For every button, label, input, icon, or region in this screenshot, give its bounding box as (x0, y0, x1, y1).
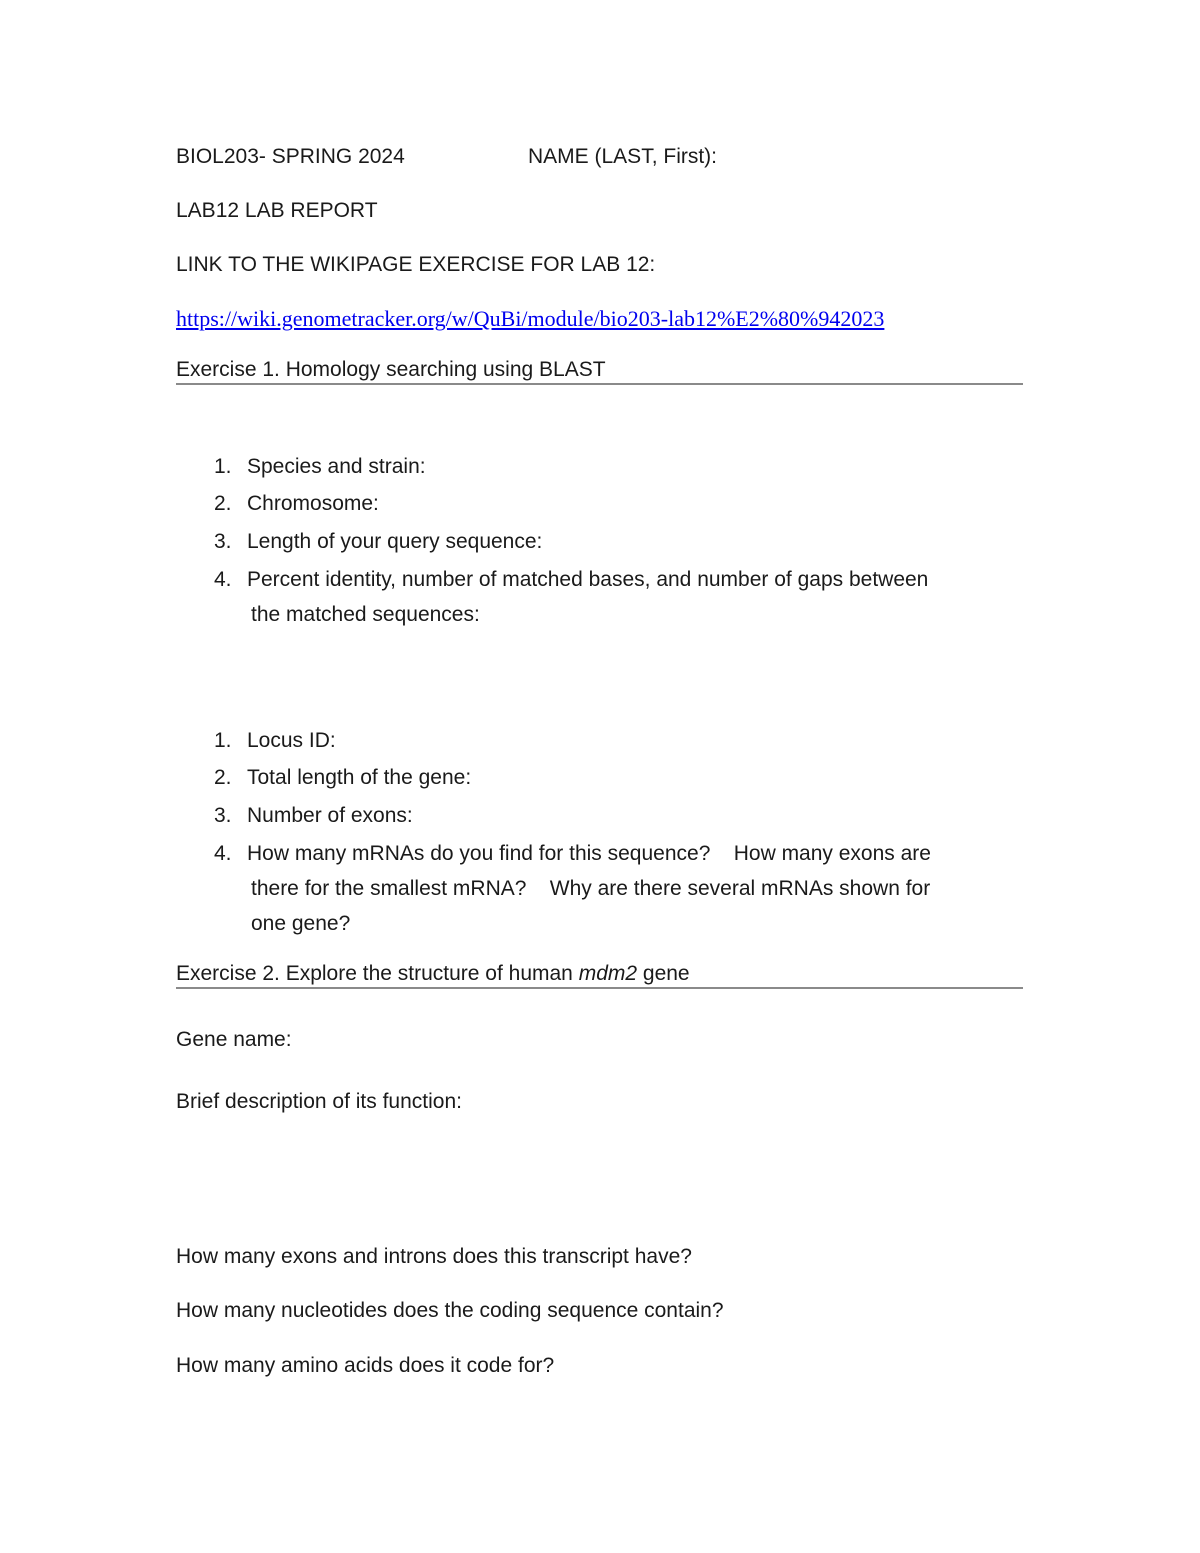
list-number: 4. (214, 568, 232, 591)
list-item (176, 798, 1017, 833)
list-number: 4. (214, 842, 232, 865)
course-label: BIOL203- SPRING 2024 (176, 145, 405, 168)
exercise1-list-2 (176, 723, 1017, 941)
exercise1-list-1 (176, 449, 1017, 632)
list-item-text-continued: there for the smallest mRNA? Why are there several mRNAs shown for (251, 877, 931, 900)
question-nucleotides: How many nucleotides does the coding sequence contain? (176, 1299, 724, 1322)
list-number: 2. (214, 492, 232, 515)
list-item-text: Total length of the gene: (247, 766, 472, 789)
question-amino-acids: How many amino acids does it code for? (176, 1354, 555, 1377)
exercise2-heading-prefix: Exercise 2. Explore the structure of human (176, 962, 579, 985)
list-item (176, 524, 1017, 559)
list-item-text-continued: one gene? (251, 912, 351, 935)
list-item-text: How many mRNAs do you find for this sequence? How many exons are (247, 842, 931, 865)
list-item-text: Locus ID: (247, 729, 336, 752)
list-number: 3. (214, 804, 232, 827)
list-item-text: Length of your query sequence: (247, 530, 543, 553)
list-number: 2. (214, 766, 232, 789)
list-number: 3. (214, 530, 232, 553)
link-intro: LINK TO THE WIKIPAGE EXERCISE FOR LAB 12: (176, 253, 656, 276)
exercise2-heading (176, 963, 1023, 989)
exercise1-heading (176, 359, 1023, 385)
list-item (176, 449, 1017, 484)
list-item (176, 486, 1017, 521)
exercise2-heading-gene: mdm2 (578, 962, 638, 985)
list-item-text-continued: the matched sequences: (251, 603, 480, 626)
list-item-text: Number of exons: (247, 804, 413, 827)
list-number: 1. (214, 729, 232, 752)
list-item (176, 723, 1017, 758)
list-item (176, 836, 1017, 941)
wiki-link[interactable]: https://wiki.genometracker.org/w/QuBi/module/bio203-lab12%E2%80%942023 (176, 306, 885, 331)
list-item (176, 562, 1017, 632)
gene-name-label: Gene name: (176, 1028, 292, 1051)
list-item (176, 760, 1017, 795)
list-number: 1. (214, 455, 232, 478)
name-field-label: NAME (LAST, First): (528, 145, 718, 168)
exercise1-heading-text: Exercise 1. Homology searching using BLAST (176, 358, 606, 381)
list-item-text: Percent identity, number of matched bases, and number of gaps between (247, 568, 929, 591)
exercise2-heading-suffix: gene (637, 962, 690, 985)
list-item-text: Species and strain: (247, 455, 426, 478)
question-exons-introns: How many exons and introns does this transcript have? (176, 1245, 692, 1268)
list-item-text: Chromosome: (247, 492, 379, 515)
function-label: Brief description of its function: (176, 1090, 462, 1113)
report-title: LAB12 LAB REPORT (176, 199, 378, 222)
